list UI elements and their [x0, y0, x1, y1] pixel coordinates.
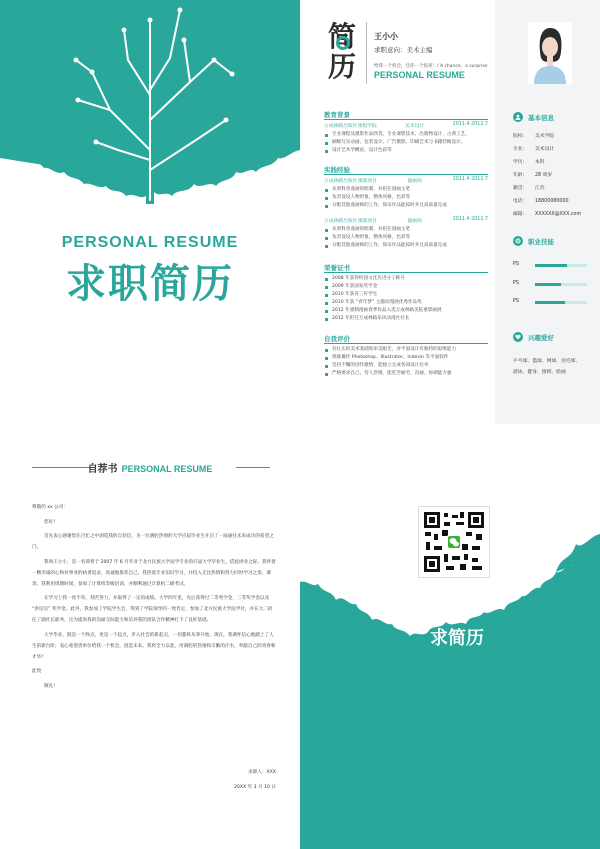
info-row — [513, 197, 569, 204]
cover-letter-page — [0, 424, 300, 849]
heading-rule-right — [236, 467, 270, 468]
letter-paragraph: 我叫王小小，是一名即将于 2007 年 6 月毕业于北方民族大学法学专业的应届大学毕业生。借此择业之际，我怀着一颗赤诚的心和对事业的执著追求，真诚地推荐自己。我热爱专业知识学习，并投入无比热情和努力同时学习之余，课余，我利用周期时间，参加了计算机等级培训，并顺利通过计算机二级考试。 — [32, 559, 276, 587]
skill-bar — [535, 301, 587, 304]
education-title: 教育背景 — [324, 111, 350, 119]
info-row — [513, 184, 545, 191]
skills-heading — [513, 236, 554, 246]
list-item: 坚持不懈的创作激情，能独立完成各项设计任务 — [324, 362, 488, 370]
education-divider — [324, 119, 488, 120]
list-item: 从事科普漫画的绘制，并担任漫画主笔 — [324, 186, 488, 194]
info-key: 电话： — [513, 199, 528, 204]
education-list — [324, 131, 488, 155]
list-item: 从事科普漫画的绘制，并担任漫画主笔 — [324, 226, 488, 234]
qr-code-icon — [422, 510, 486, 574]
letter-paragraph: 首先衷心感谢您在百忙之中浏览我的自荐信，为一位满腔热情的大学应届毕业生开启了一扇通往未来成功的希望之门。 — [32, 534, 274, 550]
job-period: 2011.4-2012.7 — [452, 177, 488, 182]
portrait-photo — [528, 22, 572, 84]
skill-label: PS — [513, 299, 519, 304]
info-row — [513, 158, 545, 165]
hobbies-line: 乒乓球、篮球、网球、羽毛球、 — [513, 359, 581, 364]
list-item: 专业课程及摄影作品欣赏、专业课影技术、出版物设计、古典工艺、 — [324, 131, 488, 139]
education-school: 万成林路出版社课程学院 — [324, 124, 377, 129]
experience-divider — [324, 174, 488, 175]
experience-title: 实践经验 — [324, 166, 350, 174]
basic-info-heading — [513, 112, 554, 122]
info-key: 专业： — [513, 147, 528, 152]
skills-title: 职业技能 — [528, 237, 554, 246]
person-icon — [513, 112, 523, 122]
cover-title-cn: 求职简历 — [66, 261, 234, 307]
job-period: 2011.4-2012.7 — [452, 217, 488, 222]
cover-page — [0, 0, 300, 424]
self-eval-divider — [324, 343, 488, 344]
hobbies-text — [513, 356, 593, 378]
list-item: 2012 年重制漫画春季作品入选万成林路美院重影画展 — [324, 307, 488, 315]
list-item: 2012 年担任万成林路乐风动漫社社长 — [324, 315, 488, 323]
letter-paragraph: 在学习上我一丝不苟、刻苦努力，并取得了一定的成绩。大学四年里，先后获得过二等奖学金、三等奖学金以及 “洪培宗” 奖学金。此外，我参加了学院学生会，得到了学院领导的一致肯定，参加了北方民族大学法学社，并在大二担任了副社长职务，这为提高我的沟通交际能力和培养我的团队合作精神打下了良好基础。 — [32, 596, 273, 623]
self-eval-list — [324, 346, 488, 378]
skill-bar-fill — [535, 283, 561, 286]
skill-row — [513, 281, 587, 289]
letter-closing: 敬礼! — [44, 683, 56, 689]
list-item: 设计艺术学概论、设计色彩等 — [324, 147, 488, 155]
info-value: 28 周岁 — [535, 173, 553, 178]
cover-title-en: PERSONAL RESUME — [61, 234, 239, 251]
letter-signer: 求职人：XXX — [248, 770, 276, 775]
info-value: 本科 — [535, 160, 545, 165]
list-item: 分配其他漫画师的工作，保证作品能按时并且高质量完成 — [324, 202, 488, 210]
letter-title-cn: 自荐书 — [87, 464, 118, 475]
header-divider — [366, 22, 367, 84]
info-value: 江苏 — [535, 186, 545, 191]
job-1-list — [324, 186, 488, 210]
back-cover-page — [300, 424, 600, 849]
letter-greeting: 您好! — [44, 519, 56, 525]
gear-icon — [513, 236, 523, 246]
skill-label: PS — [513, 262, 519, 267]
tree-illustration — [0, 0, 300, 424]
list-item: 2010 年获省三好学生 — [324, 291, 488, 299]
back-logo: 求简历 — [430, 628, 484, 649]
job-2-row — [324, 217, 488, 224]
letter-closing: 此致 — [32, 669, 42, 674]
skill-bar — [535, 283, 587, 286]
honors-title: 荣誉证书 — [324, 264, 350, 272]
job-role: 插画师 — [407, 219, 422, 224]
heart-icon — [513, 332, 523, 342]
job-intent: 求职意向：美术主编 — [374, 46, 433, 54]
job-company: 万成林路出版社课题项目 — [324, 179, 377, 184]
basic-info-title: 基本信息 — [528, 113, 554, 122]
list-item: 负责设设人物形象，整体风格，色彩等 — [324, 234, 488, 242]
education-period: 2011.4-2012.7 — [452, 122, 488, 127]
skill-bar — [535, 264, 587, 267]
resume-page — [300, 0, 600, 424]
list-item: 有扎实的美术基础和审美眼光，对平面设计有独特的思维能力 — [324, 346, 488, 354]
resume-logo — [328, 22, 358, 84]
skill-bar-fill — [535, 301, 565, 304]
list-item: 负责设设人物形象，整体风格，色彩等 — [324, 194, 488, 202]
info-value: 美术设计 — [535, 147, 555, 152]
motto: 给我一个机会，还你一个惊喜！/ A chance，a surprise — [374, 64, 488, 69]
info-row — [513, 132, 554, 139]
letter-title-en: PERSONAL RESUME — [121, 464, 213, 474]
skill-row — [513, 262, 587, 270]
info-key: 籍贯： — [513, 186, 528, 191]
info-row — [513, 171, 552, 178]
letter-salutation: 尊敬的 xx 公司： — [32, 505, 68, 510]
list-item: 熟练操作 Photoshop、Illustrator、Indesin 等平面软件 — [324, 354, 488, 362]
skill-row — [513, 299, 587, 307]
resume-title-en: PERSONAL RESUME — [374, 70, 465, 80]
job-1-row — [324, 177, 488, 184]
honors-list — [324, 275, 488, 323]
education-major: 美术设计 — [405, 124, 425, 129]
list-item: 2010 年获 “青年梦” 主题动漫展优秀作品奖 — [324, 299, 488, 307]
honors-divider — [324, 272, 488, 273]
info-key: 学历： — [513, 160, 528, 165]
candidate-name: 王小小 — [374, 32, 398, 41]
info-value: 美术学院 — [535, 134, 555, 139]
hobbies-heading — [513, 332, 554, 342]
logo-char-2: 历 — [328, 50, 357, 83]
job-2-list — [324, 226, 488, 250]
info-row — [513, 210, 581, 217]
list-item: 分配其他漫画师的工作，保证作品能按时并且高质量完成 — [324, 242, 488, 250]
info-key: 院校： — [513, 134, 528, 139]
info-value: XXXXXX@XXX.com — [535, 212, 582, 217]
list-item: 2008 年获得校园文化先进分子称号 — [324, 275, 488, 283]
info-value: 18800080000 — [535, 199, 569, 204]
hobbies-title: 兴趣爱好 — [528, 333, 554, 342]
logo-char-1: 简 — [328, 20, 357, 53]
info-key: 邮箱： — [513, 212, 528, 217]
hobbies-line: 游泳、健身、围棋、绘画 — [513, 370, 566, 375]
letter-date: 20XX 年 3 月 10 日 — [234, 785, 276, 790]
info-key: 年龄： — [513, 173, 528, 178]
education-school-row — [324, 122, 488, 129]
list-item: 严格要求自己，待人热情，能吃苦耐劳，沟通、协调能力强 — [324, 370, 488, 378]
list-item: 2009 年获国家奖学金 — [324, 283, 488, 291]
job-role: 插画师 — [407, 179, 422, 184]
job-company: 万成林路出版社课题项目 — [324, 219, 377, 224]
target-icon — [336, 36, 350, 50]
qr-code[interactable] — [418, 506, 490, 578]
letter-paragraph: 大学毕业，既是一个终点，更是一个起点，步入社会的新起点，一切都将从零开始。现在，我满怀信心地踏上了人生的新台阶，衷心希望贵单位给我一个机会，创造未来。我将全力以赴，用满腔的热情和辛勤的汗水，奉献自己的青春和才华! — [32, 632, 276, 660]
info-row — [513, 145, 554, 152]
self-eval-title: 自我评价 — [324, 335, 350, 343]
letter-body — [32, 502, 276, 695]
list-item: 刷级写实动画、包装设计、广告摄影、印刷艺术与书籍装帧设计、 — [324, 139, 488, 147]
skill-bar-fill — [535, 264, 567, 267]
skill-label: PS — [513, 281, 519, 286]
